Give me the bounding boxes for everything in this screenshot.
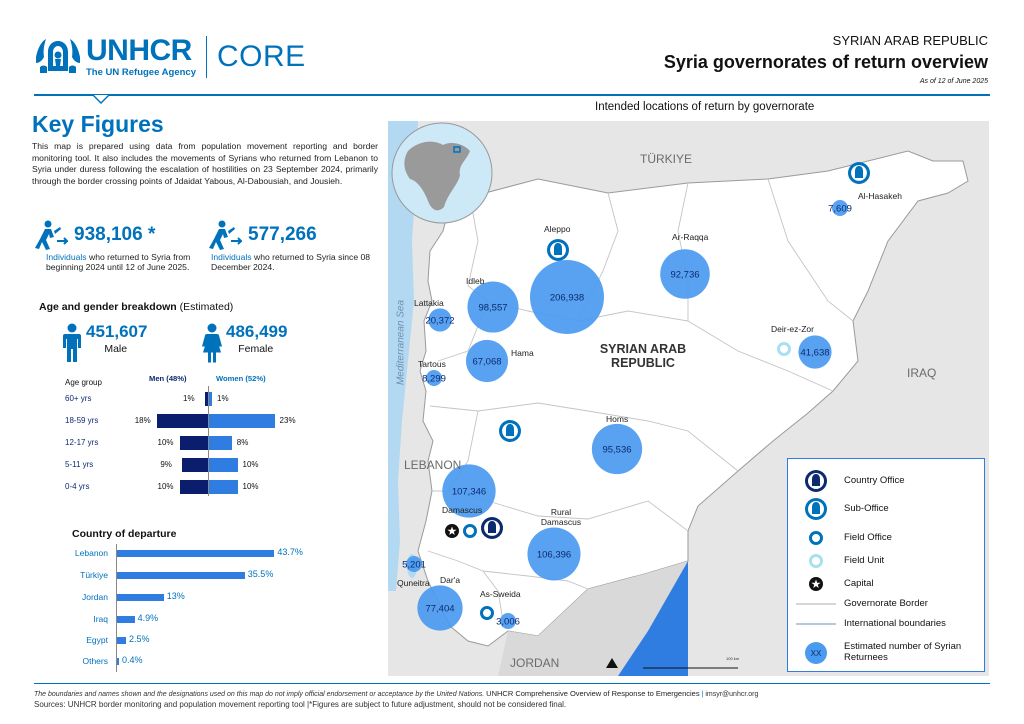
men-bar xyxy=(180,480,209,494)
age-gender-title-text: Age and gender breakdown xyxy=(39,301,177,313)
departure-bar xyxy=(117,658,119,665)
returnees-value: 107,346 xyxy=(451,486,487,498)
footer-disclaimer-row: The boundaries and names shown and the designations used on this map do not imply official endorsement or acceptance by the United Nations. UNHCR Comprehensive Overview of Response to Emergencies | imsyr@unhcr.org xyxy=(34,689,759,698)
field-unit-icon[interactable] xyxy=(779,344,790,355)
departure-country-label: Others xyxy=(82,656,108,666)
men-value: 10% xyxy=(157,438,174,447)
label-sea: Mediterranean Sea xyxy=(395,299,407,386)
men-value: 10% xyxy=(157,482,174,491)
header-divider xyxy=(34,94,990,96)
male-icon xyxy=(60,323,84,363)
capital-icon xyxy=(808,576,824,592)
women-bar xyxy=(209,458,238,472)
governorate-label: Al-Hasakeh xyxy=(858,191,902,201)
legend-capital xyxy=(788,576,874,592)
departure-value: 13% xyxy=(166,591,185,601)
women-bar xyxy=(209,436,232,450)
legend-sub-office xyxy=(788,497,889,521)
departure-bar xyxy=(117,594,164,601)
legend-field-unit xyxy=(788,553,884,569)
key-figures-title: Key Figures xyxy=(32,111,164,137)
sub-office-icon[interactable] xyxy=(499,420,521,442)
sub-office-icon[interactable] xyxy=(547,239,569,261)
female-icon xyxy=(200,323,224,363)
international-boundary-line xyxy=(796,621,836,627)
returnees-circle-label: XX xyxy=(810,649,822,658)
footer-email[interactable]: imsyr@unhcr.org xyxy=(705,691,759,698)
sub-office-icon[interactable] xyxy=(848,162,870,184)
women-value: 8% xyxy=(236,438,249,447)
org-name: UNHCR xyxy=(86,34,192,68)
age-group-header: Age group xyxy=(65,378,102,387)
logo-divider xyxy=(206,36,207,78)
unhcr-logo xyxy=(34,34,306,80)
capital-icon[interactable] xyxy=(445,524,459,538)
men-value: 9% xyxy=(160,460,172,469)
map-legend xyxy=(787,458,985,672)
governorate-label: Lattakia xyxy=(414,298,444,308)
women-value: 10% xyxy=(242,460,259,469)
governorate-label: Ar-Raqqa xyxy=(672,232,709,242)
governorate-label: Deir-ez-Zor xyxy=(771,324,814,334)
men-value: 18% xyxy=(134,416,151,425)
governorate-label: Rural Damascus xyxy=(540,507,582,528)
header-titles xyxy=(664,33,988,85)
country-name: SYRIAN ARAB REPUBLIC xyxy=(832,33,988,48)
female-value: 486,499 xyxy=(226,322,288,341)
stat1-highlight: Individuals xyxy=(46,252,87,262)
returnees-value: 77,404 xyxy=(425,603,455,615)
departure-value: 35.5% xyxy=(247,569,274,579)
footer-core: UNHCR Comprehensive Overview of Response to Emergencies xyxy=(486,689,700,698)
returnee-walking-icon xyxy=(208,219,242,251)
age-gender-title xyxy=(39,301,233,313)
returnees-value: 95,536 xyxy=(602,444,632,456)
male-value: 451,607 xyxy=(86,322,148,341)
report-date: As of 12 of June 2025 xyxy=(919,78,988,85)
women-value: 10% xyxy=(242,482,259,491)
stat-returned-2024 xyxy=(34,219,155,251)
women-value: 23% xyxy=(279,416,296,425)
departure-bar xyxy=(117,572,245,579)
map-title: Intended locations of return by governorate xyxy=(595,101,815,113)
key-figures-description: This map is prepared using data from population movement reporting and border monitoring tool. It also includes the movements of Syrians who returned from Lebanon to Syria under duress following the escalation of hostilities on 23 September 2024, primarily through the border crossing points of Jdaidat Yabous, Al-Dabousiah, and Jousieh. xyxy=(32,141,378,187)
departure-country-label: Türkiye xyxy=(80,570,108,580)
women-header: Women (52%) xyxy=(216,374,266,383)
core-label: CORE xyxy=(216,40,306,73)
returnees-value: 5,201 xyxy=(402,559,426,571)
field-office-icon[interactable] xyxy=(482,608,493,619)
age-group-label: 5-11 yrs xyxy=(65,460,94,469)
legend-governorate-border xyxy=(788,599,928,610)
age-group-label: 60+ yrs xyxy=(65,394,92,403)
stat2-description xyxy=(211,252,371,273)
legend-country-office xyxy=(788,469,905,493)
age-group-label: 18-59 yrs xyxy=(65,416,99,425)
governorate-label: Homs xyxy=(606,414,629,424)
stat2-highlight: Individuals xyxy=(211,252,252,262)
men-value: 1% xyxy=(183,394,195,403)
male-figure xyxy=(60,323,147,363)
legend-label: Estimated number of Syrian Returnees xyxy=(844,641,962,663)
returnees-value: 41,638 xyxy=(800,347,830,359)
field-office-icon xyxy=(808,530,824,546)
country-office-icon[interactable] xyxy=(481,517,503,539)
governorate-label: Damascus xyxy=(442,505,483,515)
returnees-value: 92,736 xyxy=(670,269,700,281)
footer-divider xyxy=(34,683,990,684)
returnees-value: 206,938 xyxy=(549,292,585,304)
men-bar xyxy=(205,392,208,406)
stat-returned-dec-2024 xyxy=(208,219,317,251)
women-value: 1% xyxy=(217,394,229,403)
returnee-walking-icon xyxy=(34,219,68,251)
field-unit-icon xyxy=(808,553,824,569)
legend-returnees xyxy=(788,641,980,665)
departure-value: 2.5% xyxy=(129,634,150,644)
returnees-value: 106,396 xyxy=(536,549,572,561)
legend-label: Governorate Border xyxy=(844,598,928,609)
returnees-value: 98,557 xyxy=(478,302,508,314)
women-bar xyxy=(209,414,275,428)
governorate-label: Dar'a xyxy=(440,575,461,585)
returnees-value: 20,372 xyxy=(425,315,455,327)
returnees-value: 7,609 xyxy=(828,203,852,215)
locator-globe xyxy=(392,123,492,223)
returnees-circle xyxy=(804,641,828,665)
age-gender-subtitle: (Estimated) xyxy=(179,301,234,313)
age-group-label: 0-4 yrs xyxy=(65,482,90,491)
departure-value: 0.4% xyxy=(122,655,143,665)
legend-label: Capital xyxy=(844,577,874,589)
departure-axis xyxy=(116,544,117,672)
stat1-text: who returned to Syria from beginning 2024 until 12 of June 2025. xyxy=(46,252,191,273)
stat2-text: who returned to Syria since 08 December 2024. xyxy=(211,252,371,273)
unhcr-emblem-icon xyxy=(34,35,82,79)
departure-value: 4.9% xyxy=(137,613,159,623)
footer-sources: Sources: UNHCR border monitoring and population movement reporting tool |*Figures are subject to future adjustment, should not be considered final. xyxy=(34,700,567,709)
label-lebanon: LEBANON xyxy=(404,458,462,472)
governorate-label: Hama xyxy=(511,348,534,358)
footer-disclaimer: The boundaries and names shown and the designations used on this map do not imply official endorsement or acceptance by the United Nations. xyxy=(34,691,485,698)
legend-label: Field Office xyxy=(844,531,892,543)
legend-label: Field Unit xyxy=(844,554,885,566)
returnees-value: 67,068 xyxy=(472,356,502,368)
stat1-value: 938,106 * xyxy=(74,224,156,245)
legend-label: Country Office xyxy=(844,474,905,486)
governorate-border-line xyxy=(796,601,836,607)
departure-bar xyxy=(117,550,274,557)
departure-country-label: Egypt xyxy=(86,635,108,645)
country-office-icon xyxy=(804,469,828,493)
men-bar xyxy=(157,414,208,428)
governorate-label: As-Sweida xyxy=(480,589,521,599)
departure-country-label: Jordan xyxy=(82,592,108,602)
departure-title: Country of departure xyxy=(72,528,177,540)
label-iraq: IRAQ xyxy=(907,366,937,380)
men-bar xyxy=(180,436,209,450)
org-subtitle: The UN Refugee Agency xyxy=(86,67,196,79)
label-jordan: JORDAN xyxy=(510,656,560,670)
governorate-label: Idleb xyxy=(466,276,485,286)
age-group-label: 12-17 yrs xyxy=(65,438,99,447)
sub-office-icon xyxy=(804,497,828,521)
men-bar xyxy=(182,458,208,472)
label-turkiye: TÜRKIYE xyxy=(640,152,693,166)
departure-bar xyxy=(117,637,126,644)
field-office-icon[interactable] xyxy=(465,526,476,537)
returnees-value: 8,299 xyxy=(422,373,446,385)
page-title: Syria governorates of return overview xyxy=(663,52,988,72)
stat2-value: 577,266 xyxy=(248,224,317,245)
departure-country-label: Iraq xyxy=(93,614,108,624)
governorate-label: Aleppo xyxy=(544,224,571,234)
male-label: Male xyxy=(104,343,128,355)
men-header: Men (48%) xyxy=(149,374,187,383)
label-syria: SYRIAN ARAB REPUBLIC xyxy=(599,342,687,371)
legend-field-office xyxy=(788,530,892,546)
scale-label: 100 km xyxy=(726,656,740,661)
departure-bar xyxy=(117,616,135,623)
governorate-label: Tartous xyxy=(418,359,446,369)
legend-label: Sub-Office xyxy=(844,502,889,514)
female-figure xyxy=(200,323,287,363)
legend-international-boundaries xyxy=(788,619,946,630)
departure-value: 43.7% xyxy=(277,547,303,557)
legend-label: International boundaries xyxy=(844,618,946,629)
women-bar xyxy=(209,480,238,494)
governorate-label: Quneitra xyxy=(397,578,430,588)
stat1-description xyxy=(46,252,196,273)
departure-country-label: Lebanon xyxy=(74,548,108,558)
returnees-value: 3,006 xyxy=(496,616,520,628)
women-bar xyxy=(209,392,212,406)
female-label: Female xyxy=(238,343,274,355)
